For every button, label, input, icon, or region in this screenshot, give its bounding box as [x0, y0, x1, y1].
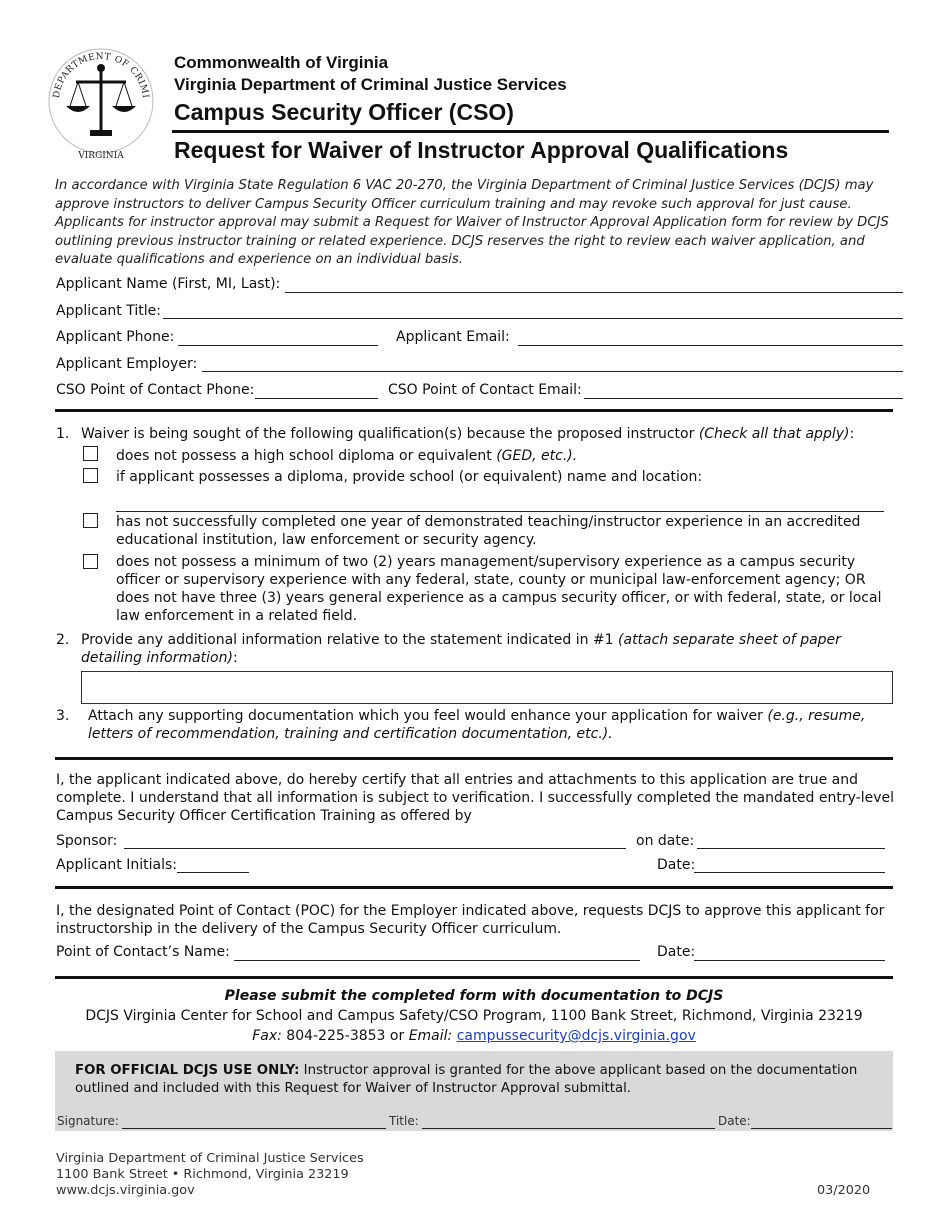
applicant-title-input[interactable] — [163, 318, 903, 319]
applicant-phone-input[interactable] — [178, 345, 378, 346]
section-divider — [55, 886, 893, 889]
footer-address: 1100 Bank Street • Richmond, Virginia 23219 — [56, 1167, 349, 1182]
or-text: or — [389, 1028, 405, 1044]
question-2 — [81, 631, 901, 667]
section-divider — [55, 409, 893, 412]
question-2-text: Provide any additional information relative to the statement indicated in #1 — [81, 632, 614, 648]
question-2-colon: : — [232, 650, 238, 666]
question-1-hint: (Check all that apply) — [698, 426, 850, 442]
certify-date-label: Date: — [657, 857, 696, 873]
official-use-body: Instructor approval is granted for the above applicant based on the documentation outlined and included with this Request for Waiver of Instructor Approval submittal. — [75, 1063, 858, 1096]
poc-email-input[interactable] — [584, 398, 903, 399]
checkbox-no-teaching-experience[interactable] — [83, 513, 98, 528]
submit-email-link[interactable]: campussecurity@dcjs.virginia.gov — [456, 1028, 696, 1044]
item-number: 1. — [56, 426, 70, 442]
header-line1: Commonwealth of Virginia — [174, 53, 389, 72]
applicant-employer-label: Applicant Employer: — [56, 356, 198, 372]
seal-ring-text: DEPARTMENT OF CRIMI — [51, 51, 150, 100]
applicant-email-input[interactable] — [518, 345, 903, 346]
email-label: Email: — [408, 1028, 453, 1044]
option-diploma-school: if applicant possesses a diploma, provide school (or equivalent) name and location: — [116, 469, 703, 485]
applicant-phone-label: Applicant Phone: — [56, 329, 175, 345]
applicant-employer-input[interactable] — [202, 371, 903, 372]
poc-email-label: CSO Point of Contact Email: — [388, 382, 582, 398]
sponsor-label: Sponsor: — [56, 833, 118, 849]
item-number: 2. — [56, 632, 70, 648]
checkbox-no-diploma[interactable] — [83, 446, 98, 461]
official-date-label: Date: — [718, 1114, 751, 1128]
poc-date-input[interactable] — [694, 960, 885, 961]
option-no-diploma-hint: (GED, etc.). — [496, 448, 578, 464]
question-2-hint: (attach separate sheet of paper detailing information) — [81, 632, 841, 666]
diploma-school-input[interactable] — [116, 511, 884, 512]
applicant-name-label: Applicant Name (First, MI, Last): — [56, 276, 281, 292]
poc-name-label: Point of Contact’s Name: — [56, 944, 230, 960]
applicant-initials-input[interactable] — [177, 872, 249, 873]
submit-contact — [55, 1027, 893, 1045]
option-no-diploma-text: does not possess a high school diploma or equivalent — [116, 448, 492, 464]
question-3 — [88, 707, 893, 743]
official-use-text — [75, 1062, 885, 1098]
submit-heading: Please submit the completed form with documentation to DCJS — [224, 988, 724, 1004]
poc-statement: I, the designated Point of Contact (POC) for the Employer indicated above, requests DCJS to approve this applicant for instructorship in the delivery of the Campus Security Officer curriculum. — [56, 903, 885, 937]
question-3-hint: (e.g., resume, letters of recommendation, training and certification documentation, etc.). — [88, 708, 866, 742]
checkbox-diploma-school[interactable] — [83, 468, 98, 483]
question-1 — [81, 425, 854, 443]
official-date-input[interactable] — [751, 1128, 892, 1129]
official-title-input[interactable] — [422, 1128, 715, 1129]
question-1-text: Waiver is being sought of the following qualification(s) because the proposed instructor — [81, 426, 695, 442]
submit-address: DCJS Virginia Center for School and Campus Safety/CSO Program, 1100 Bank Street, Richmond, Virginia 23219 — [85, 1008, 863, 1024]
checkbox-no-management-experience[interactable] — [83, 554, 98, 569]
applicant-email-label: Applicant Email: — [396, 329, 510, 345]
certification-statement: I, the applicant indicated above, do hereby certify that all entries and attachments to this application are true and complete. I understand that all information is subject to verification. I successfully completed the mandated entry-level Campus Security Officer Certification Training as offered by — [56, 772, 894, 824]
fax-number: 804-225-3853 — [286, 1028, 386, 1044]
question-3-text: Attach any supporting documentation which you feel would enhance your application for waiver — [88, 708, 763, 724]
official-signature-label: Signature: — [57, 1114, 119, 1128]
section-divider — [55, 976, 893, 979]
poc-phone-input[interactable] — [255, 398, 378, 399]
option-no-teaching-experience: has not successfully completed one year of demonstrated teaching/instructor experience in an accredited educational institution, law enforcement or security agency. — [116, 514, 861, 548]
additional-info-textarea[interactable] — [81, 671, 893, 704]
option-no-management-experience: does not possess a minimum of two (2) years management/supervisory experience as a campus security officer or supervisory experience with any federal, state, county or municipal law-enforcement agency; OR does not have three (3) years general experience as a campus security officer, or with federal, state, or local law enforcement in a related field. — [116, 554, 882, 624]
applicant-initials-label: Applicant Initials: — [56, 857, 177, 873]
fax-label: Fax: — [252, 1028, 282, 1044]
header-rule — [172, 130, 889, 133]
poc-date-label: Date: — [657, 944, 696, 960]
footer-agency: Virginia Department of Criminal Justice Services — [56, 1151, 364, 1166]
page-title: Request for Waiver of Instructor Approval Qualifications — [174, 137, 789, 163]
scales-of-justice-icon — [42, 44, 160, 162]
official-use-heading: FOR OFFICIAL DCJS USE ONLY: — [75, 1063, 300, 1078]
footer-version: 03/2020 — [817, 1183, 871, 1198]
poc-name-input[interactable] — [234, 960, 640, 961]
dcjs-seal — [42, 44, 160, 162]
on-date-input[interactable] — [697, 848, 885, 849]
official-title-label: Title: — [389, 1114, 419, 1128]
option-no-diploma — [116, 447, 577, 465]
applicant-name-input[interactable] — [285, 292, 903, 293]
header-program: Campus Security Officer (CSO) — [174, 99, 514, 125]
intro-paragraph: In accordance with Virginia State Regulation 6 VAC 20-270, the Virginia Department of Criminal Justice Services (DCJS) may approve instructors to deliver Campus Security Officer curriculum training and may revoke such approval for just cause. Applicants for instructor approval may submit a Request for Waiver of Instructor Approval Application form for review by DCJS outlining previous instructor training or related experience. DCJS reserves the right to review each waiver application, and evaluate qualifications and experience on an individual basis. — [55, 178, 889, 267]
sponsor-input[interactable] — [124, 848, 626, 849]
official-signature-input[interactable] — [122, 1128, 386, 1129]
applicant-title-label: Applicant Title: — [56, 303, 161, 319]
seal-bottom-text: VIRGINIA — [78, 151, 124, 161]
question-1-colon: : — [849, 426, 855, 442]
item-number: 3. — [56, 708, 70, 724]
poc-phone-label: CSO Point of Contact Phone: — [56, 382, 255, 398]
certify-date-input[interactable] — [694, 872, 885, 873]
section-divider — [55, 757, 893, 760]
footer-website: www.dcjs.virginia.gov — [56, 1183, 195, 1198]
on-date-label: on date: — [636, 833, 695, 849]
header-line2: Virginia Department of Criminal Justice Services — [174, 75, 567, 94]
